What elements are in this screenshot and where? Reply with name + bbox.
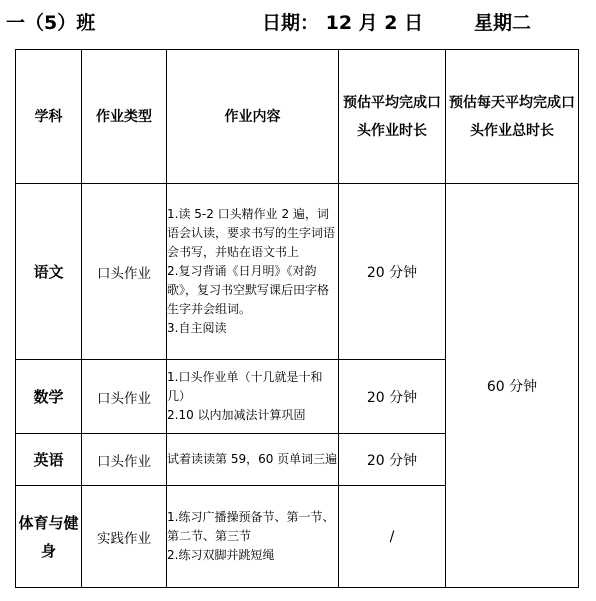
table-header-row	[16, 50, 579, 184]
header-subject: 学科	[16, 50, 82, 184]
duration-cell: 20 分钟	[339, 434, 446, 486]
subject-cell: 英语	[16, 434, 82, 486]
content-cell	[167, 434, 339, 486]
header-avg-time: 预估平均完成口头作业时长	[339, 50, 446, 184]
page-header	[0, 4, 596, 38]
table-row	[16, 184, 579, 360]
subject-cell: 语文	[16, 184, 82, 360]
header-content: 作业内容	[167, 50, 339, 184]
type-cell: 口头作业	[82, 434, 167, 486]
class-label: 一（5）班	[6, 12, 96, 34]
subject-cell: 体育与健身	[16, 486, 82, 588]
header-daily-total: 预估每天平均完成口头作业总时长	[446, 50, 579, 184]
type-cell: 口头作业	[82, 360, 167, 434]
duration-cell: /	[339, 486, 446, 588]
content-line: 1.口头作业单（十几就是十和几）	[167, 370, 323, 403]
content-line: 2.练习双脚并跳短绳	[167, 548, 275, 562]
duration-cell: 20 分钟	[339, 184, 446, 360]
subject-cell: 数学	[16, 360, 82, 434]
homework-table	[15, 49, 579, 588]
content-cell	[167, 486, 339, 588]
date-label: 日期： 12 月 2 日	[262, 12, 424, 34]
content-line: 3.自主阅读	[167, 321, 227, 335]
duration-cell: 20 分钟	[339, 360, 446, 434]
header-type: 作业类型	[82, 50, 167, 184]
daily-total-cell: 60 分钟	[446, 184, 579, 588]
content-cell	[167, 184, 339, 360]
content-line: 2.复习背诵《日月明》《对韵歌》，复习书空默写课后田字格生字并会组词。	[167, 264, 330, 316]
type-cell: 实践作业	[82, 486, 167, 588]
content-line: 1.读 5-2 口头精作业 2 遍，词语会认读，要求书写的生字词语会书写，并贴在语文书上	[167, 207, 336, 259]
content-line: 1.练习广播操预备节、第一节、第二节、第三节	[167, 510, 335, 543]
content-line: 试着读读第 59，60 页单词三遍	[167, 452, 338, 466]
type-cell: 口头作业	[82, 184, 167, 360]
content-cell	[167, 360, 339, 434]
weekday-label: 星期二	[474, 12, 532, 34]
content-line: 2.10 以内加减法计算巩固	[167, 408, 306, 422]
